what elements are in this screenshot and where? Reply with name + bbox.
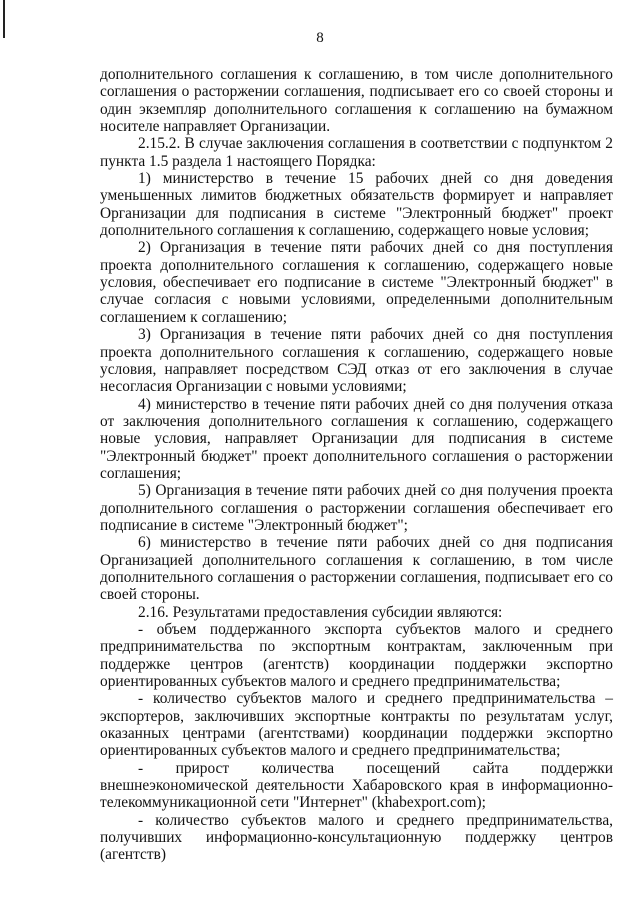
paragraph-item-4: 4) министерство в течение пяти рабочих дней со дня получения отказа от заключения дополнительного соглашения к соглашению, содержащего новые условия, направляет Организации для подписания в системе "Электронный бюджет" проект дополнительного соглашения о расторжении соглашения;: [100, 395, 613, 482]
paragraph-item-5: 5) Организация в течение пяти рабочих дней со дня получения проекта дополнительного соглашения о расторжении соглашения обеспечивает его подписание в системе "Электронный бюджет";: [100, 482, 613, 534]
result-item-consulted-count: - количество субъектов малого и среднего предпринимательства, получивших информационно-консультационную поддержку центров (агентств): [100, 811, 613, 864]
document-body: [100, 66, 613, 864]
paragraph-item-1: 1) министерство в течение 15 рабочих дней со дня доведения уменьшенных лимитов бюджетных обязательств формирует и направляет Организации для подписания в системе "Электронный бюджет" проект дополнительного соглашения к соглашению, содержащего новые условия;: [100, 170, 613, 240]
result-item-export-volume: - объем поддержанного экспорта субъектов малого и среднего предпринимательства по экспортным контрактам, заключенным при поддержке центров (агентств) координации поддержки экспортно ориентированных субъектов малого и среднего предпринимательства;: [100, 621, 613, 691]
paragraph-item-2: 2) Организация в течение пяти рабочих дней со дня поступления проекта дополнительного соглашения к соглашению, содержащего новые условия, обеспечивает его подписание в системе "Электронный бюджет" в случае согласия с новыми условиями, определенными дополнительным соглашением к соглашению;: [100, 239, 613, 326]
page-number: 8: [316, 30, 324, 46]
result-item-site-visits: - прирост количества посещений сайта поддержки внешнеэкономической деятельности Хабаровского края в информационно-телекоммуникационной сети "Интернет" (khabexport.com);: [100, 759, 613, 812]
paragraph-2-16: 2.16. Результатами предоставления субсидии являются:: [138, 603, 503, 621]
paragraph-item-3: 3) Организация в течение пяти рабочих дней со дня поступления проекта дополнительного соглашения к соглашению, содержащего новые условия, направляет посредством СЭД отказ от его заключения в случае несогласия Организации с новыми условиями;: [100, 326, 613, 396]
result-item-exporters-count: - количество субъектов малого и среднего предпринимательства – экспортеров, заключивших экспортные контракты по результатам услуг, оказанных центрами (агентствами) координации поддержки экспортно ориентированных субъектов малого и среднего предпринимательства;: [100, 690, 613, 760]
paragraph-continuation: дополнительного соглашения к соглашению, в том числе дополнительного соглашения о расторжении соглашения, подписывает его со своей стороны и один экземпляр дополнительного соглашения к соглашению на бумажном носителе направляет Организации.: [100, 66, 613, 136]
paragraph-item-6: 6) министерство в течение пяти рабочих дней со дня подписания Организацией дополнительного соглашения к соглашению, в том числе дополнительного соглашения о расторжении соглашения, подписывает его со своей стороны.: [100, 534, 613, 604]
paragraph-2-15-2: 2.15.2. В случае заключения соглашения в соответствии с подпунктом 2 пункта 1.5 раздела 1 настоящего Порядка:: [100, 135, 613, 170]
